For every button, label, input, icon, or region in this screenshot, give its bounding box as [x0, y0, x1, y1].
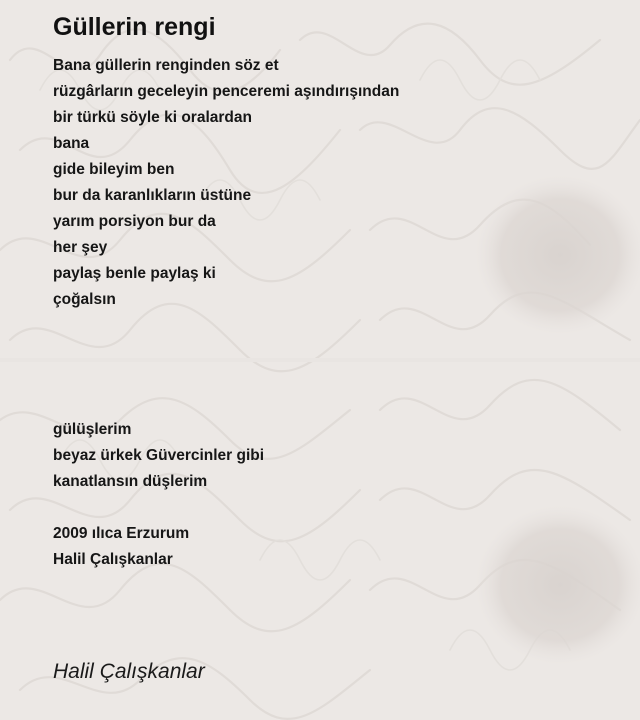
blank-line: [53, 495, 613, 521]
poem-line: rüzgârların geceleyin penceremi aşındırışından: [53, 83, 400, 100]
poem-date-place: 2009 ılıca Erzurum: [53, 525, 190, 542]
poem-line: bir türkü söyle ki oralardan: [53, 109, 252, 126]
author-signature: Halil Çalışkanlar: [53, 660, 205, 683]
poem-line: kanatlansın düşlerim: [53, 473, 208, 490]
blank-line: [53, 391, 613, 417]
poem-line: çoğalsın: [53, 291, 116, 308]
poem-line: yarım porsiyon bur da: [53, 213, 216, 230]
poem-body: [53, 53, 613, 573]
poem-line: paylaş benle paylaş ki: [53, 265, 216, 282]
blank-line: [53, 339, 613, 365]
poem-line: bana: [53, 135, 90, 152]
blank-line: [53, 313, 613, 339]
poem-author-line: Halil Çalışkanlar: [53, 551, 173, 568]
poem-line: gide bileyim ben: [53, 161, 175, 178]
poem-line: beyaz ürkek Güvercinler gibi: [53, 447, 265, 464]
poem-line: bur da karanlıkların üstüne: [53, 187, 252, 204]
poem-line: gülüşlerim: [53, 421, 132, 438]
blank-line: [53, 365, 613, 391]
poem-line: her şey: [53, 239, 108, 256]
poem-line: Bana güllerin renginden söz et: [53, 57, 279, 74]
poem-title: Güllerin rengi: [53, 13, 216, 41]
